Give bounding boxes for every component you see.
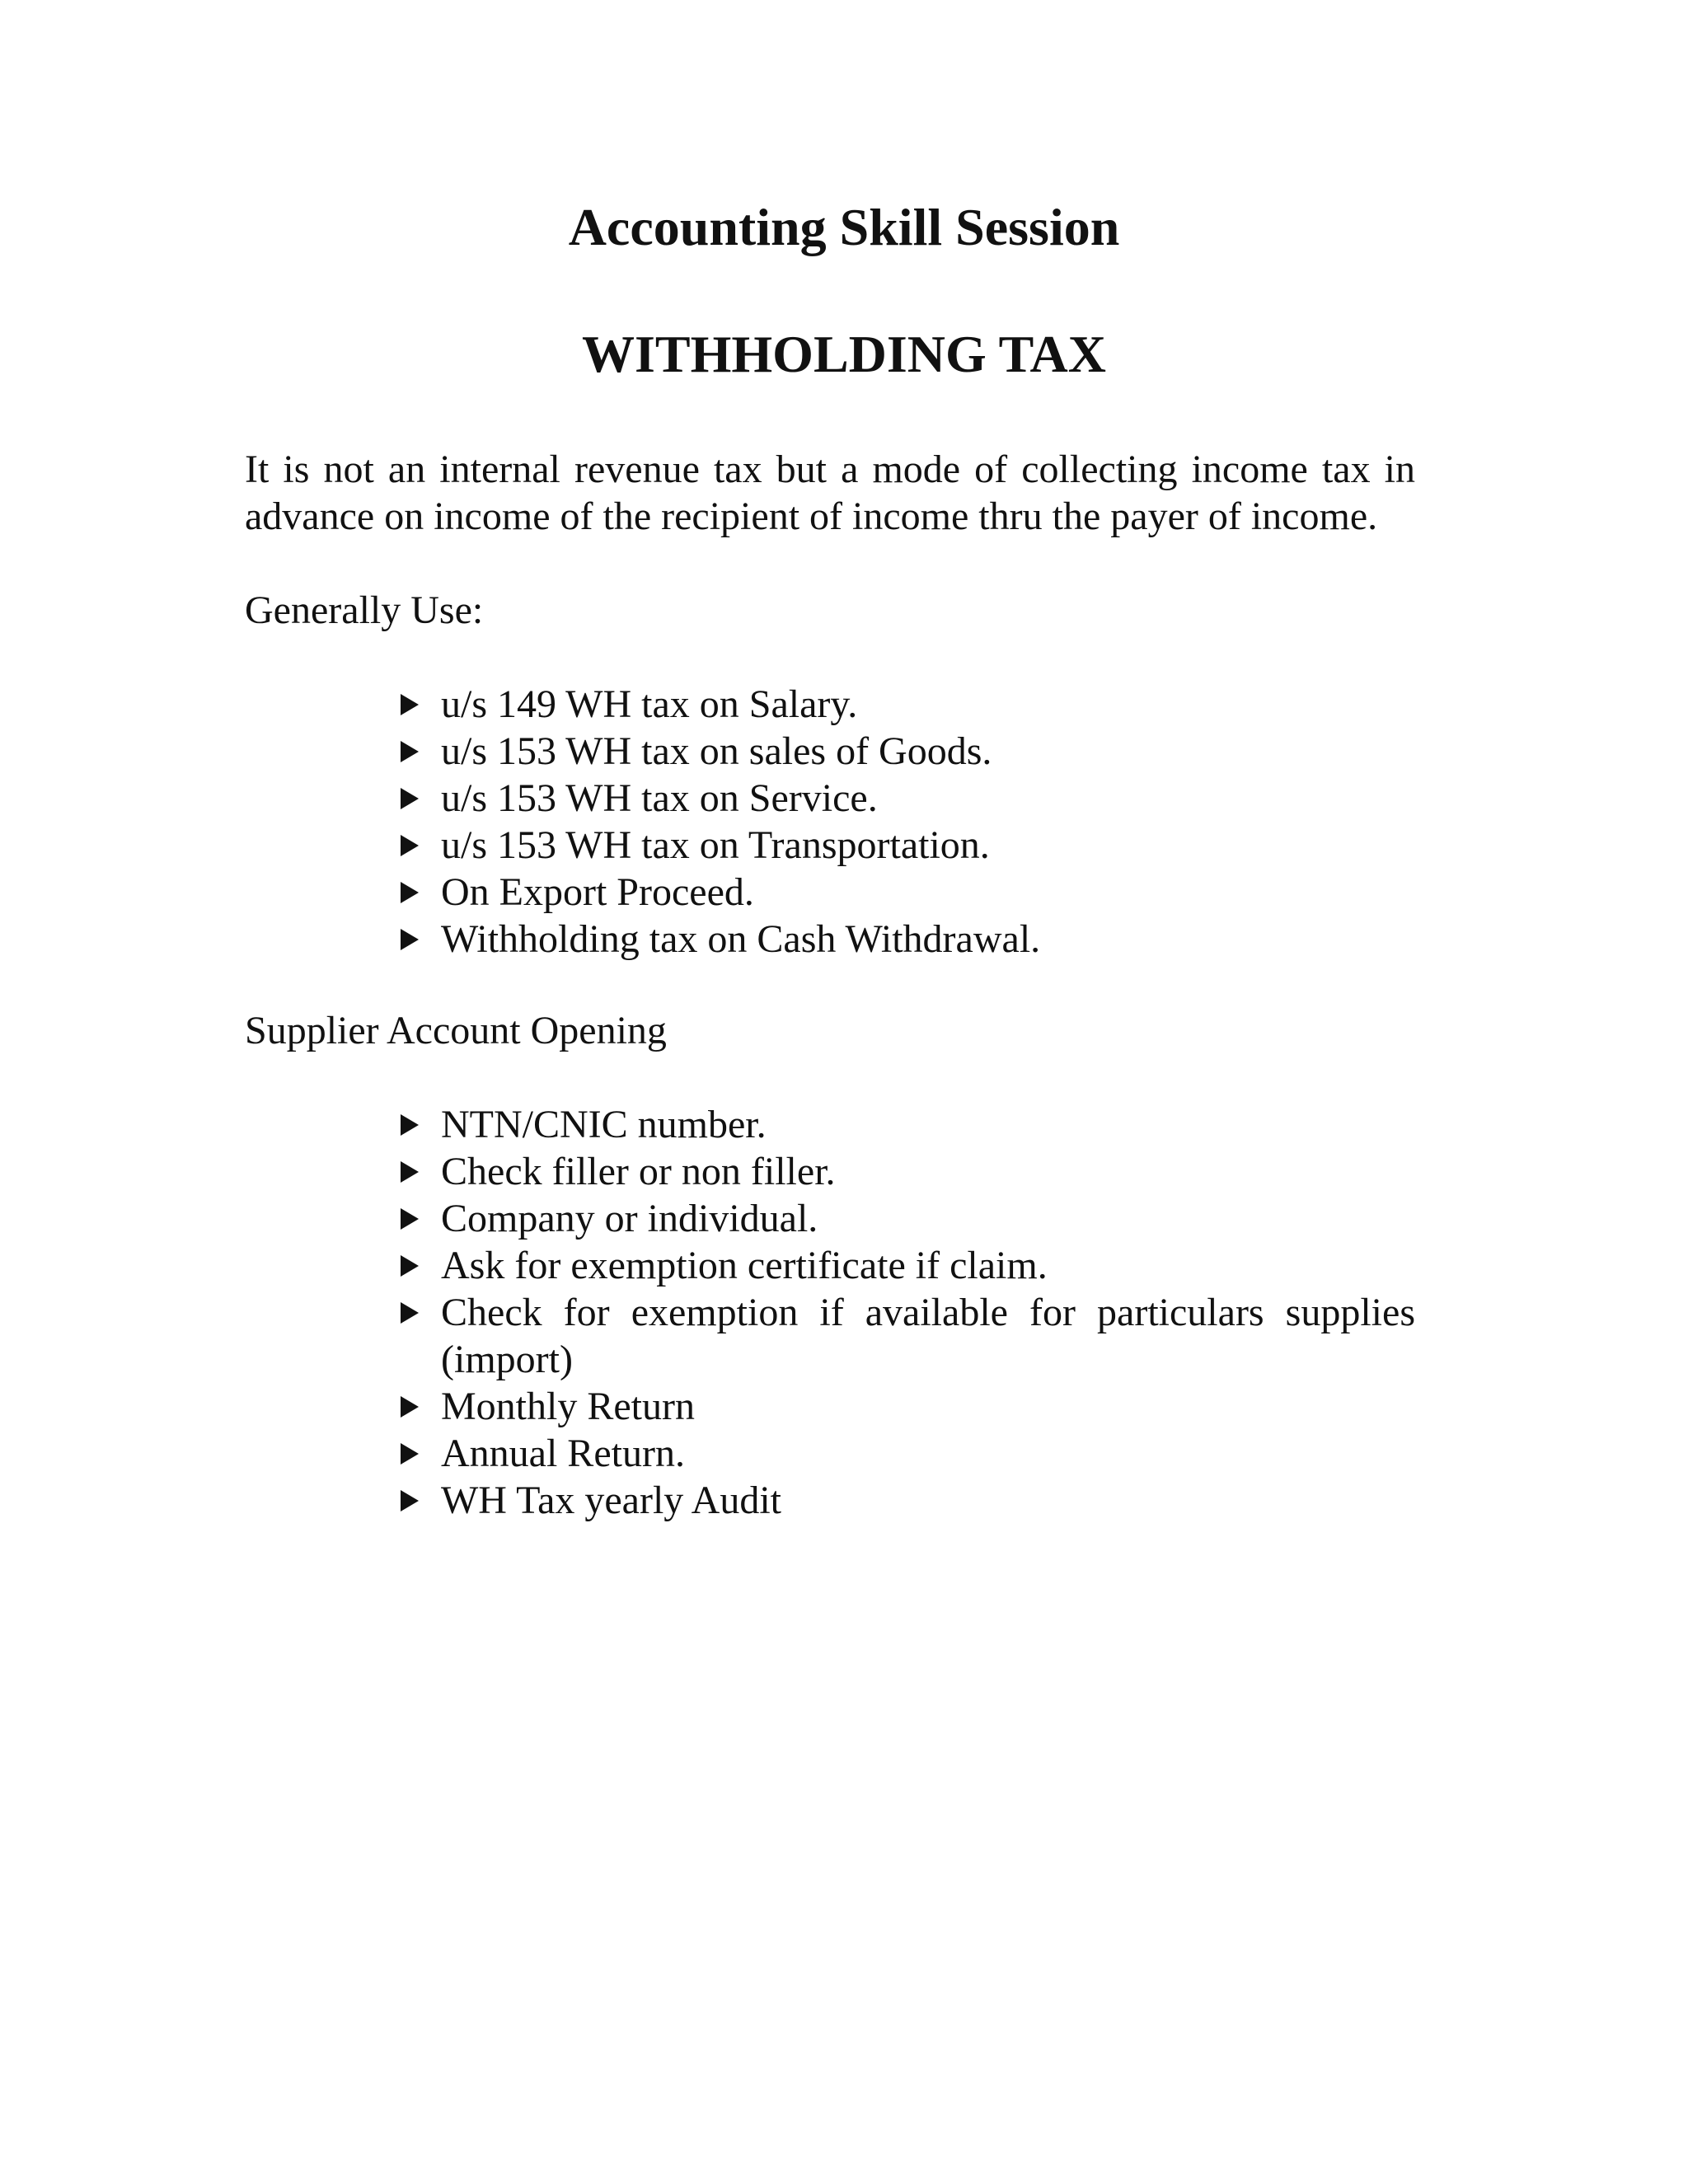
list-item-text: u/s 153 WH tax on Service. [441,776,878,820]
list-item-text: NTN/CNIC number. [441,1103,767,1146]
triangle-right-icon [401,1208,419,1230]
triangle-right-icon [401,1396,419,1418]
list-item-text: u/s 153 WH tax on sales of Goods. [441,729,992,773]
triangle-right-icon [401,1490,419,1511]
triangle-right-icon [401,788,419,809]
list-item-text: Check for exemption if available for particulars supplies (import) [441,1291,1415,1381]
list-item [397,1383,1415,1430]
triangle-right-icon [401,1302,419,1324]
list-item-text: Annual Return. [441,1432,685,1475]
document-title: Accounting Skill Session [568,198,1120,256]
list-item [397,822,1415,869]
triangle-right-icon [401,1443,419,1465]
list-item [397,916,1415,963]
list-item [397,1242,1415,1289]
list-item-text: Ask for exemption certificate if claim. [441,1244,1048,1287]
section-heading-generally-use: Generally Use: [245,588,484,632]
triangle-right-icon [401,694,419,715]
intro-paragraph: It is not an internal revenue tax but a mode of collecting income tax in advance on income of the recipient of income thru the payer of income. [245,448,1415,538]
section-heading-supplier-account-opening: Supplier Account Opening [245,1009,667,1052]
list-item-text: Monthly Return [441,1385,695,1428]
document-subtitle: WITHHOLDING TAX [582,325,1106,383]
list-item [397,869,1415,916]
triangle-right-icon [401,929,419,950]
list-item [397,728,1415,775]
triangle-right-icon [401,1114,419,1136]
list-item [397,1148,1415,1195]
list-item-text: WH Tax yearly Audit [441,1479,781,1522]
list-item [397,1101,1415,1148]
list-item-text: On Export Proceed. [441,870,754,914]
list-item [397,1430,1415,1477]
triangle-right-icon [401,835,419,856]
list-item-text: u/s 149 WH tax on Salary. [441,682,858,726]
list-item [397,1477,1415,1524]
bullet-list-supplier-account-opening [397,1101,1415,1524]
list-item [397,1289,1415,1383]
bullet-list-generally-use [397,681,1415,963]
triangle-right-icon [401,882,419,903]
list-item-text: Company or individual. [441,1197,818,1240]
list-item [397,681,1415,728]
list-item-text: Withholding tax on Cash Withdrawal. [441,917,1041,961]
list-item-text: u/s 153 WH tax on Transportation. [441,823,990,867]
list-item [397,775,1415,822]
list-item [397,1195,1415,1242]
triangle-right-icon [401,741,419,762]
list-item-text: Check filler or non filler. [441,1150,836,1193]
triangle-right-icon [401,1255,419,1277]
triangle-right-icon [401,1161,419,1183]
